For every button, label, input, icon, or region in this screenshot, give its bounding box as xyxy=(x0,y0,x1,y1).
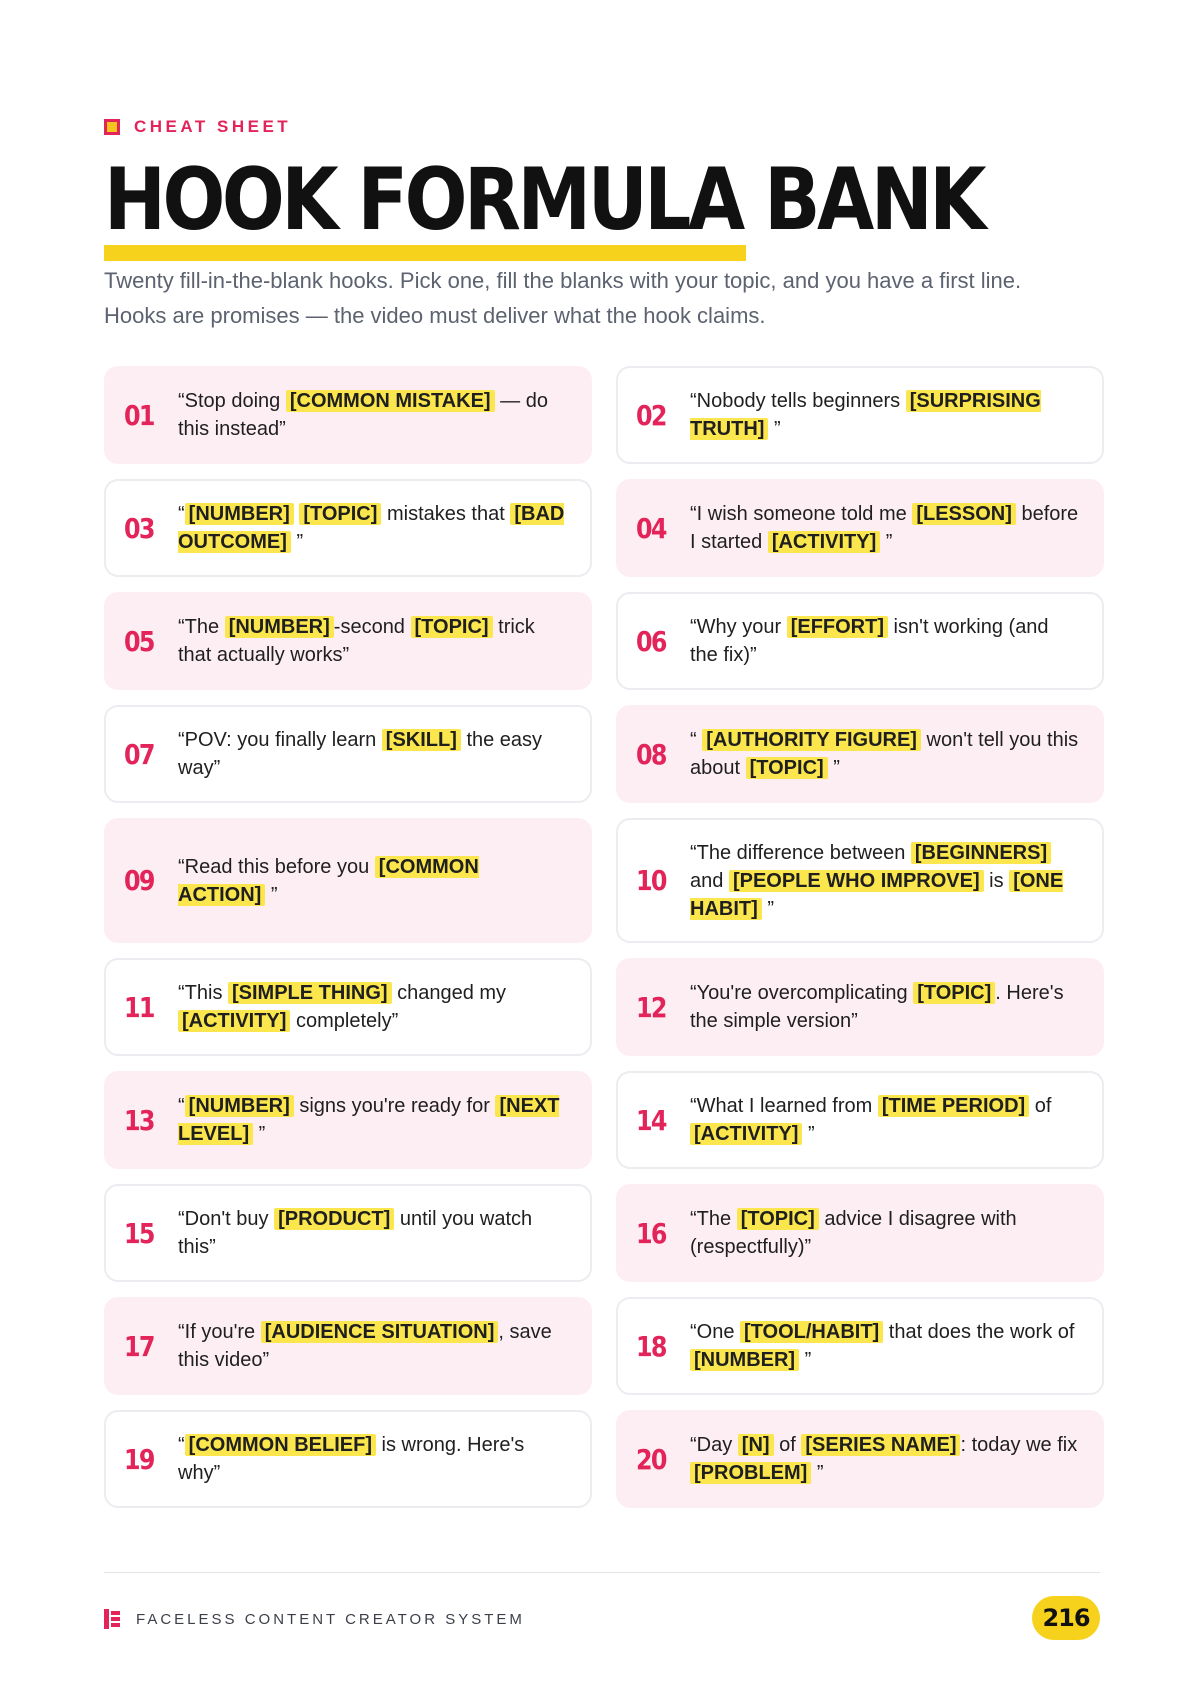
hook-text-fragment: “The difference between xyxy=(690,841,911,864)
hook-text xyxy=(690,387,1080,443)
placeholder-highlight: [TOPIC] xyxy=(299,503,381,525)
hook-text-fragment: . Here's the simple version” xyxy=(690,982,1064,1032)
hook-text-fragment: “If you're xyxy=(178,1321,261,1343)
placeholder-highlight: [ACTIVITY] xyxy=(768,531,880,553)
hook-card xyxy=(616,1184,1104,1282)
placeholder-highlight: [SERIES NAME] xyxy=(801,1434,960,1456)
placeholder-highlight: [NUMBER] xyxy=(225,616,334,638)
hook-text-fragment: that does the work of xyxy=(883,1321,1075,1343)
hook-card xyxy=(104,1184,592,1282)
eyebrow xyxy=(104,117,291,137)
hook-card xyxy=(104,1410,592,1508)
hook-card xyxy=(104,366,592,464)
hook-card xyxy=(104,958,592,1056)
hook-text-fragment: trick that actually works” xyxy=(178,616,535,666)
hook-card xyxy=(104,818,592,943)
hook-text-fragment: “Read this before you xyxy=(178,855,375,878)
hook-text-fragment: “ xyxy=(178,1434,185,1456)
hook-text-fragment: “ xyxy=(690,729,703,751)
footer-brand xyxy=(104,1609,525,1629)
hook-text-fragment: “You're overcomplicating xyxy=(690,982,914,1004)
placeholder-highlight: [COMMON ACTION] xyxy=(178,855,479,906)
hook-text-fragment: before I started xyxy=(690,503,1079,553)
hook-text-fragment: ” xyxy=(290,531,304,553)
hook-text-fragment: ” xyxy=(811,1462,824,1484)
hook-card xyxy=(616,592,1104,690)
hook-text-fragment: the easy way” xyxy=(178,729,543,779)
placeholder-highlight: [BAD OUTCOME] xyxy=(178,503,565,553)
hook-number: 02 xyxy=(636,398,666,432)
eyebrow-label: CHEAT SHEET xyxy=(134,117,292,136)
hook-text-fragment: “Stop doing xyxy=(178,390,286,412)
hook-text-fragment: and xyxy=(690,869,729,892)
hook-text-fragment: completely” xyxy=(290,1010,399,1032)
hook-text xyxy=(178,726,568,782)
footer-brand-text: FACELESS CONTENT CREATOR SYSTEM xyxy=(136,1610,525,1628)
intro-paragraph: Twenty fill-in-the-blank hooks. Pick one, fill the blanks with your topic, and you have a first line. Hooks are promises — the video must deliver what the hook claims. xyxy=(104,268,1022,328)
hook-text-fragment: ” xyxy=(827,757,840,779)
hook-text-fragment: “This xyxy=(178,982,228,1004)
hook-text-fragment: ” xyxy=(802,1123,815,1145)
hook-text-fragment: ” xyxy=(799,1349,812,1371)
hook-number: 11 xyxy=(124,990,154,1024)
hook-card xyxy=(616,366,1104,464)
hook-number: 12 xyxy=(636,990,666,1024)
hook-text xyxy=(178,500,568,556)
hook-text xyxy=(690,500,1080,556)
hook-number: 04 xyxy=(636,511,666,545)
hook-number: 15 xyxy=(124,1216,154,1250)
placeholder-highlight: [PEOPLE WHO IMPROVE] xyxy=(729,870,984,892)
placeholder-highlight: [TOOL/HABIT] xyxy=(740,1321,883,1343)
hook-text-fragment: “I wish someone told me xyxy=(690,503,913,525)
hook-number: 06 xyxy=(636,624,666,658)
hook-text xyxy=(690,613,1080,669)
hook-card xyxy=(104,1071,592,1169)
square-bullet-icon xyxy=(104,119,120,135)
hook-text-fragment: advice I disagree with (respectfully)” xyxy=(690,1208,1017,1258)
hook-grid xyxy=(104,366,1104,1523)
placeholder-highlight: [ACTIVITY] xyxy=(690,1123,802,1145)
hook-text-fragment: -second xyxy=(333,616,411,638)
hook-text-fragment: “ xyxy=(178,503,185,525)
placeholder-highlight: [EFFORT] xyxy=(787,616,888,638)
hook-card xyxy=(616,479,1104,577)
hook-text-fragment: isn't working (and the fix)” xyxy=(690,616,1049,666)
hook-text xyxy=(178,853,568,909)
placeholder-highlight: [LESSON] xyxy=(912,503,1016,525)
hook-card xyxy=(104,705,592,803)
hook-text xyxy=(690,1092,1080,1148)
hook-text-fragment: “Nobody tells beginners xyxy=(690,390,906,412)
placeholder-highlight: [TOPIC] xyxy=(746,757,828,779)
hook-text-fragment: ” xyxy=(265,883,278,906)
hook-text-fragment: mistakes that xyxy=(381,503,511,525)
hook-text-fragment: , save this video” xyxy=(178,1321,552,1371)
hook-card xyxy=(616,958,1104,1056)
hook-card xyxy=(616,818,1104,943)
placeholder-highlight: [NEXT LEVEL] xyxy=(178,1095,560,1145)
placeholder-highlight: [AUDIENCE SITUATION] xyxy=(261,1321,499,1343)
hook-text-fragment: of xyxy=(773,1434,802,1456)
hook-text-fragment: : today we fix xyxy=(960,1434,1078,1456)
hook-text-fragment: of xyxy=(1029,1095,1052,1117)
hook-text-fragment: “What I learned from xyxy=(690,1095,878,1117)
hook-number: 01 xyxy=(124,398,154,432)
hook-card xyxy=(104,1297,592,1395)
placeholder-highlight: [TOPIC] xyxy=(737,1208,819,1230)
hook-text-fragment: ” xyxy=(880,531,893,553)
hook-number: 08 xyxy=(636,737,666,771)
placeholder-highlight: [COMMON BELIEF] xyxy=(185,1434,376,1456)
hook-text-fragment: “Day xyxy=(690,1434,738,1456)
hook-text-fragment: signs you're ready for xyxy=(293,1095,496,1117)
hook-text-fragment: “Don't buy xyxy=(178,1208,275,1230)
hook-number: 13 xyxy=(124,1103,154,1137)
hook-number: 05 xyxy=(124,624,154,658)
brand-logo-icon xyxy=(104,1609,122,1629)
placeholder-highlight: [N] xyxy=(738,1434,774,1456)
hook-text xyxy=(178,1092,568,1148)
hook-number: 07 xyxy=(124,737,154,771)
hook-text xyxy=(178,1205,568,1261)
hook-card xyxy=(616,1410,1104,1508)
placeholder-highlight: [SKILL] xyxy=(382,729,461,751)
footer-divider xyxy=(104,1572,1100,1573)
hook-text xyxy=(690,1205,1080,1261)
placeholder-highlight: [ONE HABIT] xyxy=(690,869,1064,920)
placeholder-highlight: [AUTHORITY FIGURE] xyxy=(702,729,921,751)
placeholder-highlight: [ACTIVITY] xyxy=(178,1010,290,1032)
hook-text-fragment: ” xyxy=(253,1123,266,1145)
hook-text xyxy=(178,1431,568,1487)
hook-number: 03 xyxy=(124,511,154,545)
hook-number: 19 xyxy=(124,1442,154,1476)
hook-card xyxy=(104,479,592,577)
hook-number: 18 xyxy=(636,1329,666,1363)
hook-number: 17 xyxy=(124,1329,154,1363)
hook-number: 16 xyxy=(636,1216,666,1250)
hook-text-fragment: — do this instead” xyxy=(178,390,548,440)
hook-text-fragment: is wrong. Here's why” xyxy=(178,1434,525,1484)
placeholder-highlight: [PROBLEM] xyxy=(690,1462,811,1484)
hook-text-fragment: changed my xyxy=(391,982,507,1004)
page-number-badge: 216 xyxy=(1032,1596,1100,1640)
placeholder-highlight: [SIMPLE THING] xyxy=(228,982,392,1004)
hook-text xyxy=(178,979,568,1035)
title-block xyxy=(104,152,1126,248)
hook-text-fragment: is xyxy=(983,869,1010,892)
hook-text-fragment: ” xyxy=(761,897,774,920)
hook-text-fragment: “Why your xyxy=(690,616,787,638)
placeholder-highlight: [NUMBER] xyxy=(690,1349,799,1371)
hook-text-fragment: “One xyxy=(690,1321,741,1343)
hook-text-fragment: “The xyxy=(178,616,225,638)
placeholder-highlight: [TIME PERIOD] xyxy=(878,1095,1029,1117)
hook-text xyxy=(690,839,1080,923)
hook-text-fragment: until you watch this” xyxy=(178,1208,533,1258)
hook-number: 09 xyxy=(124,864,154,897)
hook-text-fragment: won't tell you this about xyxy=(690,729,1079,779)
hook-card xyxy=(616,1297,1104,1395)
hook-number: 14 xyxy=(636,1103,666,1137)
placeholder-highlight: [NUMBER] xyxy=(185,1095,294,1117)
hook-number: 10 xyxy=(636,864,666,897)
page-title: HOOK FORMULA BANK xyxy=(104,150,984,250)
hook-card xyxy=(104,592,592,690)
placeholder-highlight: [TOPIC] xyxy=(913,982,995,1004)
hook-card xyxy=(616,1071,1104,1169)
placeholder-highlight: [BEGINNERS] xyxy=(911,842,1051,864)
hook-text-fragment: “ xyxy=(178,1095,185,1117)
hook-text xyxy=(690,1318,1080,1374)
hook-card xyxy=(616,705,1104,803)
hook-text xyxy=(178,1318,568,1374)
hook-text xyxy=(690,979,1080,1035)
hook-text-fragment: “POV: you finally learn xyxy=(178,729,382,751)
placeholder-highlight: [NUMBER] xyxy=(185,503,294,525)
placeholder-highlight: [SURPRISING TRUTH] xyxy=(690,390,1041,440)
hook-text xyxy=(690,1431,1080,1487)
placeholder-highlight: [TOPIC] xyxy=(411,616,493,638)
hook-text-fragment: ” xyxy=(768,418,781,440)
hook-text xyxy=(178,387,568,443)
hook-text xyxy=(178,613,568,669)
placeholder-highlight: [COMMON MISTAKE] xyxy=(286,390,495,412)
hook-text xyxy=(690,726,1080,782)
hook-text-fragment: “The xyxy=(690,1208,737,1230)
hook-number: 20 xyxy=(636,1442,666,1476)
placeholder-highlight: [PRODUCT] xyxy=(274,1208,394,1230)
